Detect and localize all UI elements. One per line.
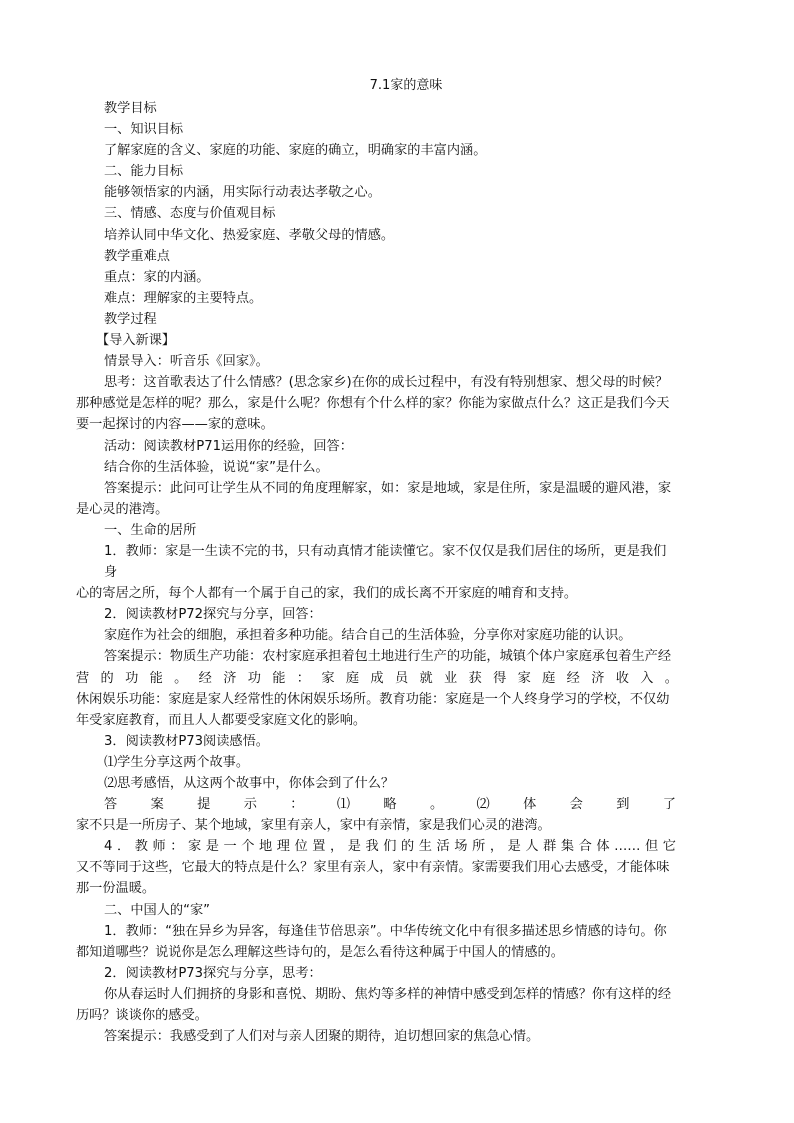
heading-emotion-goal: 三、情感、态度与价值观目标 — [104, 206, 276, 222]
text-line: 那一份温暖。 — [76, 881, 156, 897]
text-line: 都知道哪些？说说你是怎么理解这些诗句的，是怎么看待这种属于中国人的情感的。 — [76, 944, 564, 960]
heading-teaching-goals: 教学目标 — [104, 101, 157, 116]
text-line: 要一起探讨的内容——家的意味。 — [76, 417, 274, 433]
text-line: 你从春运时人们拥挤的身影和喜悦、期盼、焦灼等多样的神情中感受到怎样的情感？你有这样的经 — [104, 986, 672, 1002]
text-line: 心的寄居之所，每个人都有一个属于自己的家，我们的成长离不开家庭的哺育和支持。 — [76, 586, 578, 602]
heading-intro: 【导入新课】 — [96, 333, 176, 349]
text-line: 答案提示：我感受到了人们对与亲人团聚的期待，迫切想回家的焦急心情。 — [104, 1029, 540, 1045]
text-line: 结合你的生活体验，说说“家”是什么。 — [104, 459, 329, 475]
text-line: 2．阅读教材P72探究与分享，回答： — [104, 607, 322, 623]
text-line: 4．教师：家是一个地理位置，是我们的生活场所，是人群集合体……但它 — [104, 839, 676, 855]
text-line: 2．阅读教材P73探究与分享，思考： — [104, 965, 322, 981]
text-line: 休闲娱乐功能：家庭是家人经常性的休闲娱乐场所。教育功能：家庭是一个人终身学习的学校，不仅幼 — [76, 691, 670, 707]
heading-knowledge-goal: 一、知识目标 — [104, 122, 184, 138]
document-title: 7.1家的意味 — [369, 78, 443, 93]
text-line: 又不等同于这些，它最大的特点是什么？家里有亲人，家中有亲情。家需要我们用心去感受，才能体味 — [76, 860, 670, 876]
text-line: 答案提示：物质生产功能：农村家庭承担着包土地进行生产的功能，城镇个体户家庭承包着生产经 — [104, 649, 672, 665]
text-line: 1．教师：家是一生读不完的书，只有动真情才能读懂它。家不仅仅是我们居住的场所，更是我们身 — [104, 543, 667, 581]
document-body — [76, 98, 678, 1047]
text-line: 难点：理解家的主要特点。 — [104, 290, 263, 306]
text-line: 能够领悟家的内涵，用实际行动表达孝敬之心。 — [104, 185, 381, 201]
text-line: 活动：阅读教材P71运用你的经验，回答： — [104, 438, 353, 454]
text-line: 是心灵的港湾。 — [76, 501, 169, 517]
text-line: 年受家庭教育，而且人人都要受家庭文化的影响。 — [76, 712, 367, 728]
text-line: 家不只是一所房子、某个地域，家里有亲人，家中有亲情，家是我们心灵的港湾。 — [76, 818, 551, 834]
text-line: 历吗？谈谈你的感受。 — [76, 1008, 208, 1024]
text-line: 了解家庭的含义、家庭的功能、家庭的确立，明确家的丰富内涵。 — [104, 143, 487, 159]
text-line: 那种感觉是怎样的呢？那么，家是什么呢？你想有个什么样的家？你能为家做点什么？这正是我们今天 — [76, 396, 670, 412]
heading-ability-goal: 二、能力目标 — [104, 164, 184, 180]
text-line: 答案提示：此问可让学生从不同的角度理解家，如：家是地域，家是住所，家是温暖的避风港，家 — [104, 480, 672, 496]
text-line: 答案提示：⑴略。⑵体会到了 — [104, 797, 676, 813]
text-line: 思考：这首歌表达了什么情感？(思念家乡)在你的成长过程中，有没有特别想家、想父母的时候？ — [104, 375, 669, 391]
text-line: 家庭作为社会的细胞，承担着多种功能。结合自己的生活体验，分享你对家庭功能的认识。 — [104, 628, 632, 644]
heading-teaching-process: 教学过程 — [104, 311, 157, 327]
text-line: 3．阅读教材P73阅读感悟。 — [104, 733, 269, 749]
heading-key-points: 教学重难点 — [104, 248, 170, 264]
text-line: 营的功能。经济功能：家庭成员就业获得家庭经济收入。 — [76, 670, 678, 686]
text-line: 1．教师：“独在异乡为异客，每逢佳节倍思亲”。中华传统文化中有很多描述思乡情感的诗句。你 — [104, 923, 667, 939]
text-line: 重点：家的内涵。 — [104, 269, 210, 285]
text-line: 培养认同中华文化、热爱家庭、孝敬父母的情感。 — [104, 227, 395, 243]
text-line: ⑵思考感悟，从这两个故事中，你体会到了什么？ — [104, 776, 395, 791]
text-line: 情景导入：听音乐《回家》。 — [104, 354, 269, 370]
heading-section-2: 二、中国人的“家” — [104, 902, 210, 918]
text-line: ⑴学生分享这两个故事。 — [104, 754, 250, 770]
heading-section-1: 一、生命的居所 — [104, 522, 197, 538]
